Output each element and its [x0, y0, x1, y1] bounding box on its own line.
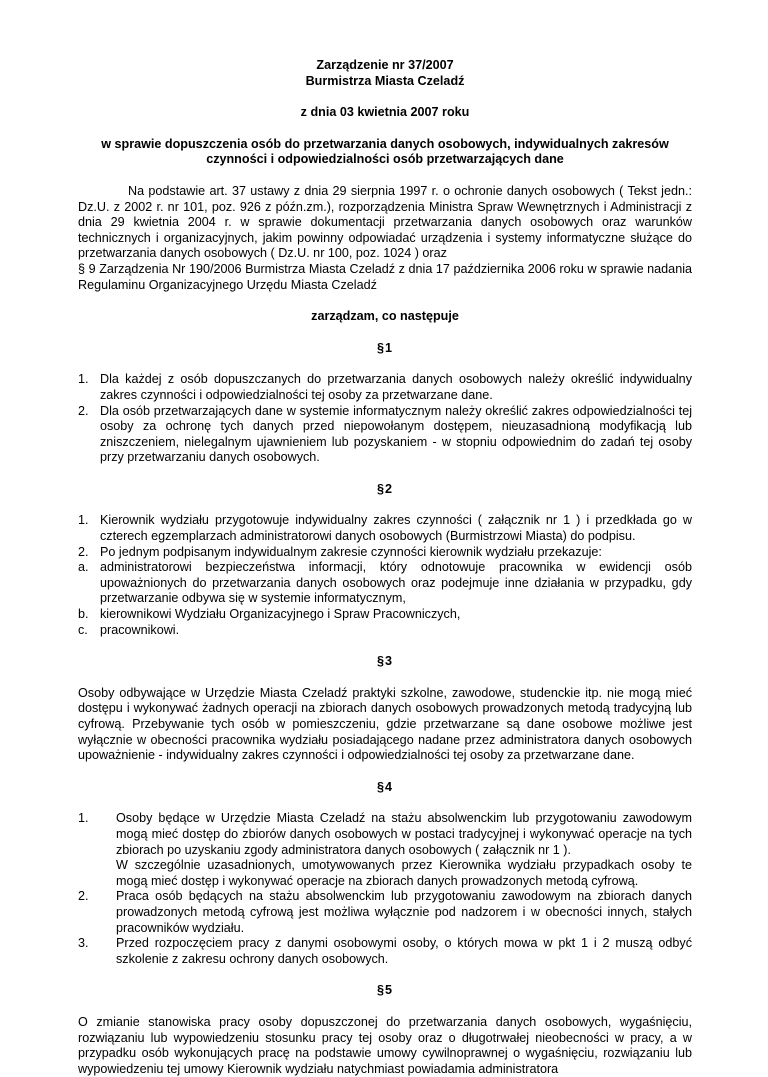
list-item-note: W szczególnie uzasadnionych, umotywowanych przez Kierownika wydziału przypadkach osoby te mogą mieć dostęp i wykonywać operacje na zbiorach danych prowadzonych metodą cyfrową.: [116, 858, 692, 888]
section-5-text: O zmianie stanowiska pracy osoby dopuszczonej do przetwarzania danych osobowych, wygaśnięciu, rozwiązaniu lub wypowiedzeniu stosunku pracy tej osoby oraz o długotrwałej nieobecności w pracy, a w przypadku osób wykonujących pracę na podstawie umowy cywilnoprawnej o wygaśnięciu, rozwiązaniu lub wypowiedzeniu tej umowy Kierownik wydziału natychmiast powiadamia administratora: [78, 1014, 692, 1076]
section-heading-2: §2: [376, 481, 393, 496]
legal-basis-continued: § 9 Zarządzenia Nr 190/2006 Burmistrza Miasta Czeladź z dnia 17 października 2006 roku w sprawie nadania Regulaminu Organizacyjnego Urzędu Miasta Czeladź: [78, 261, 692, 292]
list-item-text: administratorowi bezpieczeństwa informacji, który odnotowuje pracownika w ewidencji osób upoważnionych do przetwarzania danych osobowych oraz podejmuje inne działania w przypadku, gdy przetwarzanie odbywa się w systemie informatycznym,: [100, 560, 692, 606]
section-1-list: [78, 372, 692, 466]
list-marker: 1.: [78, 513, 89, 528]
list-marker: c.: [78, 622, 88, 637]
ordinance-issuer: Burmistrza Miasta Czeladź: [305, 73, 465, 88]
section-heading-5: §5: [376, 983, 393, 998]
list-item-text: pracownikowi.: [100, 622, 180, 637]
list-item: [78, 607, 692, 623]
decree-statement: zarządzam, co następuje: [311, 309, 459, 324]
list-marker: 1.: [78, 811, 89, 826]
list-item: [78, 372, 692, 403]
section-heading-3: §3: [376, 654, 393, 669]
document-page: [78, 58, 692, 1077]
section-3-text: Osoby odbywające w Urzędzie Miasta Czeladź praktyki szkolne, zawodowe, studenckie itp. nie mogą mieć dostępu i wykonywać żadnych operacji na zbiorach danych osobowych prowadzonych metodą tradycyjną lub cyfrową. Przebywanie tych osób w pomieszczeniu, gdzie przetwarzane są dane osobowe możliwe jest wyłącznie w obecności pracownika wydziału posiadającego nadane przez administratora danych osobowych upoważnienie - indywidualny zakres czynności i odpowiedzialności tej osoby za przetwarzane dane.: [78, 685, 692, 763]
list-item-text: Po jednym podpisanym indywidualnym zakresie czynności kierownik wydziału przekazuje:: [100, 544, 602, 559]
list-item: [78, 936, 692, 967]
section-heading-1: §1: [376, 340, 393, 355]
list-item-text: Dla każdej z osób dopuszczanych do przetwarzania danych osobowych należy określić indywidualny zakres czynności i odpowiedzialności tej osoby za przetwarzane dane.: [100, 372, 692, 402]
list-item: [78, 513, 692, 544]
list-item-text: Dla osób przetwarzających dane w systemie informatycznym należy określić zakres odpowiedzialności tej osoby za ochronę tych danych przed niepowołanym dostępem, nieuzasadnioną modyfikacją lub zniszczeniem, nielegalnym ujawnieniem lub pozyskaniem - w stopniu odpowiednim do zadań tej osoby przy przetwarzaniu danych osobowych.: [100, 403, 692, 465]
section-heading-4: §4: [376, 779, 393, 794]
section-4-list: [78, 811, 692, 967]
list-item-text: Praca osób będących na stażu absolwenckim lub przygotowaniu zawodowym na zbiorach danych prowadzonych metodą cyfrową jest możliwa wyłącznie pod nadzorem i w obecności innych, stałych pracowników wydziału.: [116, 889, 692, 935]
list-item-text: kierownikowi Wydziału Organizacyjnego i Spraw Pracowniczych,: [100, 607, 461, 622]
list-item-text: Kierownik wydziału przygotowuje indywidualny zakres czynności ( załącznik nr 1 ) i przedkłada go w czterech egzemplarzach administratorowi danych osobowych (Burmistrzowi Miasta) do podpisu.: [100, 513, 692, 544]
list-marker: a.: [78, 560, 89, 575]
section-2-list: [78, 513, 692, 638]
ordinance-date: z dnia 03 kwietnia 2007 roku: [300, 105, 470, 120]
list-item-text: Osoby będące w Urzędzie Miasta Czeladź na stażu absolwenckim lub przygotowaniu zawodowym mogą mieć dostęp do zbiorów danych osobowych w postaci tradycyjnej i wykonywać operacje na tych zbiorach po uzyskaniu zgody administratora danych osobowych ( załącznik nr 1 ).: [116, 811, 692, 857]
list-marker: 1.: [78, 372, 89, 387]
list-marker: b.: [78, 607, 89, 622]
ordinance-title: Zarządzenie nr 37/2007: [316, 58, 454, 72]
legal-basis: Na podstawie art. 37 ustawy z dnia 29 sierpnia 1997 r. o ochronie danych osobowych ( Tekst jedn.: Dz.U. z 2002 r. nr 101, poz. 926 z późn.zm.), rozporządzenia Ministra Spraw Wewnętrznych i Administracji z dnia 29 kwietnia 2004 r. w sprawie dokumentacji przetwarzania danych osobowych oraz warunków technicznych i organizacyjnych, jakim powinny odpowiadać urządzenia i systemy informatyczne służące do przetwarzania danych osobowych ( Dz.U. nr 100, poz. 1024 ) oraz: [78, 183, 692, 261]
ordinance-subject: w sprawie dopuszczenia osób do przetwarzania danych osobowych, indywidualnych zakresów czynności i odpowiedzialności osób przetwarzających dane: [101, 136, 669, 167]
list-item: [78, 889, 692, 936]
list-item: [78, 545, 692, 561]
list-marker: 2.: [78, 403, 89, 418]
list-item: [78, 404, 692, 466]
list-item: [78, 560, 692, 607]
list-marker: 2.: [78, 889, 89, 904]
list-marker: 3.: [78, 936, 89, 951]
list-item-text: Przed rozpoczęciem pracy z danymi osobowymi osoby, o których mowa w pkt 1 i 2 muszą odbyć szkolenie z zakresu ochrony danych osobowych.: [116, 936, 692, 966]
list-item: [78, 811, 692, 889]
list-marker: 2.: [78, 544, 89, 559]
list-item: [78, 623, 692, 639]
